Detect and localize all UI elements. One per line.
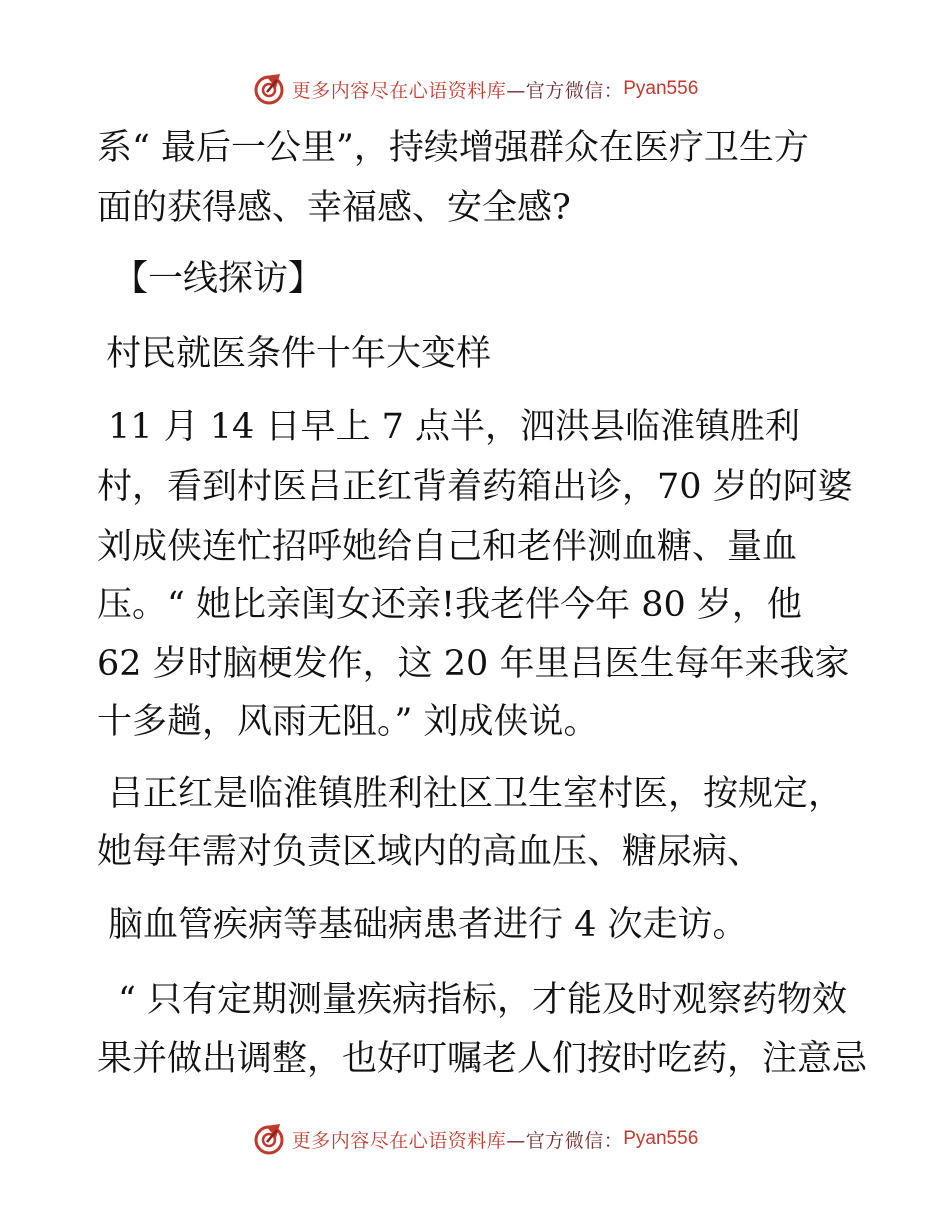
banner-dash-text: —官方微信：	[506, 1129, 624, 1152]
banner-wechat-id: Pyan556	[623, 1128, 699, 1149]
footer-banner	[0, 1122, 950, 1156]
text-line-1: 系“ 最后一公里”，持续增强群众在医疗卫生方	[97, 128, 809, 168]
banner-dash-text: —官方微信：	[506, 79, 624, 102]
text-line-6: 村，看到村医吕正红背着药箱出诊，70 岁的阿婆	[97, 467, 853, 507]
text-line-2: 面的获得感、幸福感、安全感?	[97, 188, 571, 228]
text-line-14: “ 只有定期测量疾病指标，才能及时观察药物效	[118, 980, 848, 1020]
text-line-10: 十多趟，风雨无阻。” 刘成侠说。	[97, 702, 599, 742]
text-line-11: 吕正红是临淮镇胜利社区卫生室村医，按规定，	[108, 774, 844, 814]
brand-logo-icon	[252, 72, 286, 106]
header-banner	[0, 72, 950, 106]
text-line-8: 压。“ 她比亲闺女还亲!我老伴今年 80 岁，他	[97, 585, 802, 625]
text-line-12: 她每年需对负责区域内的高血压、糖尿病、	[97, 832, 763, 872]
text-line-7: 刘成侠连忙招呼她给自己和老伴测血糖、量血	[97, 527, 798, 567]
text-line-15: 果并做出调整，也好叮嘱老人们按时吃药，注意忌	[97, 1039, 868, 1079]
brand-logo-icon	[252, 1122, 286, 1156]
banner-brand-text: 更多内容尽在心语资料库	[291, 1129, 507, 1152]
section-heading: 【一线探访】	[113, 259, 324, 299]
text-line-5: 11 月 14 日早上 7 点半，泗洪县临淮镇胜利	[108, 407, 800, 447]
banner-wechat-id: Pyan556	[623, 78, 699, 99]
text-line-13: 脑血管疾病等基础病患者进行 4 次走访。	[108, 905, 748, 945]
banner-brand-text: 更多内容尽在心语资料库	[291, 79, 507, 102]
subheading: 村民就医条件十年大变样	[106, 334, 492, 374]
text-line-9: 62 岁时脑梗发作，这 20 年里吕医生每年来我家	[97, 644, 850, 684]
